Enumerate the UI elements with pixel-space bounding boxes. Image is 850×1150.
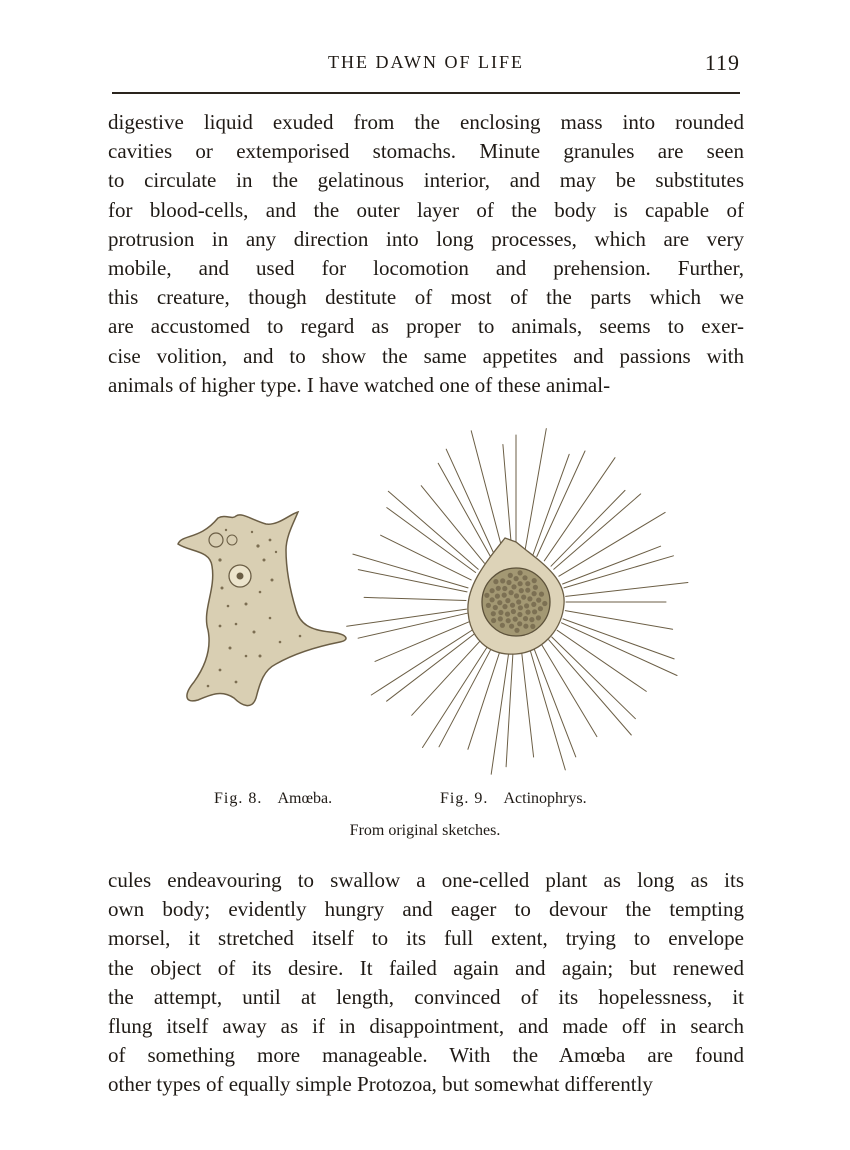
nucleus-granule <box>491 611 496 616</box>
pseudopod-ray <box>557 630 646 691</box>
nucleus-granule <box>531 602 536 607</box>
text-line: this creature, though destitute of most of the parts which we <box>108 285 744 310</box>
pseudopod-ray <box>468 650 501 750</box>
paragraph-bottom <box>108 866 744 1100</box>
pseudopod-ray <box>421 486 484 564</box>
figure-9-caption <box>440 790 587 808</box>
nucleus-granule <box>530 624 535 629</box>
running-title: THE DAWN OF LIFE <box>327 52 525 72</box>
pseudopod-ray <box>563 619 674 659</box>
paragraph-top <box>108 108 744 400</box>
pseudopod-ray <box>565 611 672 630</box>
nucleus-granule <box>496 586 501 591</box>
text-line: for blood-cells, and the outer layer of the body is capable of <box>108 197 744 222</box>
nucleus-granule <box>523 616 528 621</box>
text-line: digestive liquid exuded from the enclosing mass into rounded <box>108 110 744 134</box>
nucleus-granule <box>516 599 521 604</box>
nucleus-granule <box>514 593 519 598</box>
pseudopod-ray <box>358 570 467 592</box>
pseudopod-ray <box>506 652 513 767</box>
text-line: cules endeavouring to swallow a one-celled plant as long as its <box>108 868 744 892</box>
nucleus-granule <box>506 580 511 585</box>
pseudopod-ray <box>375 621 470 661</box>
pseudopod-ray <box>564 556 673 588</box>
nucleus-granule <box>495 594 500 599</box>
nucleus-granule <box>491 618 496 623</box>
nucleus-granule <box>539 592 544 597</box>
nucleus-granule <box>536 615 541 620</box>
pseudopod-ray <box>554 494 641 569</box>
figure-9-name: Actinophrys. <box>503 790 587 807</box>
nucleus-granule <box>510 603 515 608</box>
text-line: protrusion in any direction into long processes, which are very <box>108 226 744 251</box>
pseudopod-ray <box>423 644 490 747</box>
nucleus-granule <box>498 610 503 615</box>
pseudopod-ray <box>530 650 565 770</box>
nucleus-granule <box>508 573 513 578</box>
amoeba-illustration <box>178 512 346 706</box>
nucleus-granule <box>525 588 530 593</box>
nucleus-granule <box>514 628 519 633</box>
figure-source-note: From original sketches. <box>349 822 501 839</box>
nucleus-granule <box>497 600 502 605</box>
nucleus-granule <box>505 612 510 617</box>
text-line: morsel, it stretched itself to its full extent, trying to envelope <box>108 926 744 951</box>
nucleus-granule <box>536 598 541 603</box>
nucleus-granule <box>509 624 514 629</box>
nucleus-granule <box>532 578 537 583</box>
nucleus-granule <box>518 570 523 575</box>
nucleus-granule <box>484 593 489 598</box>
pseudopod-ray <box>525 429 547 553</box>
nucleus-granule <box>509 590 514 595</box>
nucleus-granule <box>493 579 498 584</box>
pseudopod-ray <box>387 632 477 701</box>
nucleus-granule <box>511 609 516 614</box>
nucleus-granule <box>513 617 518 622</box>
figure-illustrations <box>160 420 700 780</box>
text-line: cavities or extemporised stomachs. Minute granules are seen <box>108 139 744 164</box>
nucleus-granule <box>538 606 543 611</box>
pseudopod-ray <box>364 597 466 600</box>
nucleus-granule <box>514 576 519 581</box>
pseudopod-ray <box>471 431 503 554</box>
running-head <box>112 48 740 82</box>
pseudopod-ray <box>537 451 585 557</box>
nucleus-granule <box>500 623 505 628</box>
pseudopod-ray <box>388 491 478 569</box>
nucleus-granule <box>490 588 495 593</box>
text-line: the object of its desire. It failed again and again; but renewed <box>108 955 744 980</box>
nucleus-granule <box>542 601 547 606</box>
pseudopod-ray <box>552 637 636 719</box>
nucleus-granule <box>532 609 537 614</box>
figure-8-caption <box>214 790 332 808</box>
nucleus-granule <box>522 575 527 580</box>
page-number: 119 <box>704 50 740 75</box>
pseudopod-ray <box>559 512 665 576</box>
header-rule <box>112 92 740 94</box>
nucleus-granule <box>486 603 491 608</box>
text-line: are accustomed to regard as proper to animals, seems to exer- <box>108 314 744 339</box>
text-line: the attempt, until at length, convinced of its hopelessness, it <box>108 984 744 1009</box>
pseudopod-ray <box>412 639 482 716</box>
nucleus-granule <box>502 586 507 591</box>
nucleus-granule <box>519 588 524 593</box>
nucleus-granule <box>525 610 530 615</box>
pseudopod-ray <box>533 454 569 555</box>
pseudopod-ray <box>549 640 632 735</box>
figure-8-label: Fig. 8. <box>214 790 263 807</box>
text-line: flung itself away as if in disappointment, and made off in search <box>108 1014 744 1039</box>
figure-9-label: Fig. 9. <box>440 790 489 807</box>
text-line: animals of higher type. I have watched one of these animal- <box>108 372 611 397</box>
pseudopod-ray <box>522 652 534 757</box>
pseudopod-ray <box>371 629 474 695</box>
nucleus-granule <box>525 581 530 586</box>
text-line: of something more manageable. With the Amœba are found <box>108 1043 744 1068</box>
nucleus-granule <box>524 603 529 608</box>
pseudopod-ray <box>353 554 468 588</box>
figure-8-name: Amœba. <box>277 790 333 807</box>
pseudopod-ray <box>446 449 495 556</box>
nucleus-granule <box>523 624 528 629</box>
nucleus-granule <box>490 597 495 602</box>
nucleus-granule <box>517 621 522 626</box>
nucleus-granule <box>506 618 511 623</box>
pseudopod-ray <box>387 508 476 573</box>
pseudopod-ray <box>503 445 512 553</box>
nucleus-granule <box>533 585 538 590</box>
nucleus-granule <box>521 595 526 600</box>
nucleus-granule <box>518 605 523 610</box>
text-line: cise volition, and to show the same appetites and passions with <box>108 343 744 368</box>
nucleus-granule <box>518 581 523 586</box>
pseudopod-ray <box>562 623 678 676</box>
nucleus-granule <box>502 593 507 598</box>
pseudopod-ray <box>544 458 615 561</box>
nucleus-granule <box>500 578 505 583</box>
nucleus-granule <box>529 617 534 622</box>
pseudopod-ray <box>534 649 576 757</box>
nucleus-granule <box>517 612 522 617</box>
nucleus-granule <box>527 596 532 601</box>
text-line: to circulate in the gelatinous interior, and may be substitutes <box>108 168 744 193</box>
text-line: other types of equally simple Protozoa, but somewhat differently <box>108 1072 653 1097</box>
nucleus-granule <box>502 604 507 609</box>
text-line: own body; evidently hungry and eager to devour the tempting <box>108 897 744 922</box>
nucleus-granule <box>511 584 516 589</box>
pseudopod-ray <box>439 646 493 747</box>
nucleus-granule <box>498 616 503 621</box>
nucleus-granule <box>505 598 510 603</box>
pseudopod-ray <box>381 535 472 580</box>
pseudopod-ray <box>566 583 688 597</box>
nucleus-granule <box>532 591 537 596</box>
figure-caption-row <box>0 790 850 816</box>
text-line: mobile, and used for locomotion and prehension. Further, <box>108 256 744 281</box>
nucleus-granule <box>493 605 498 610</box>
actinophrys-illustration <box>347 429 688 775</box>
